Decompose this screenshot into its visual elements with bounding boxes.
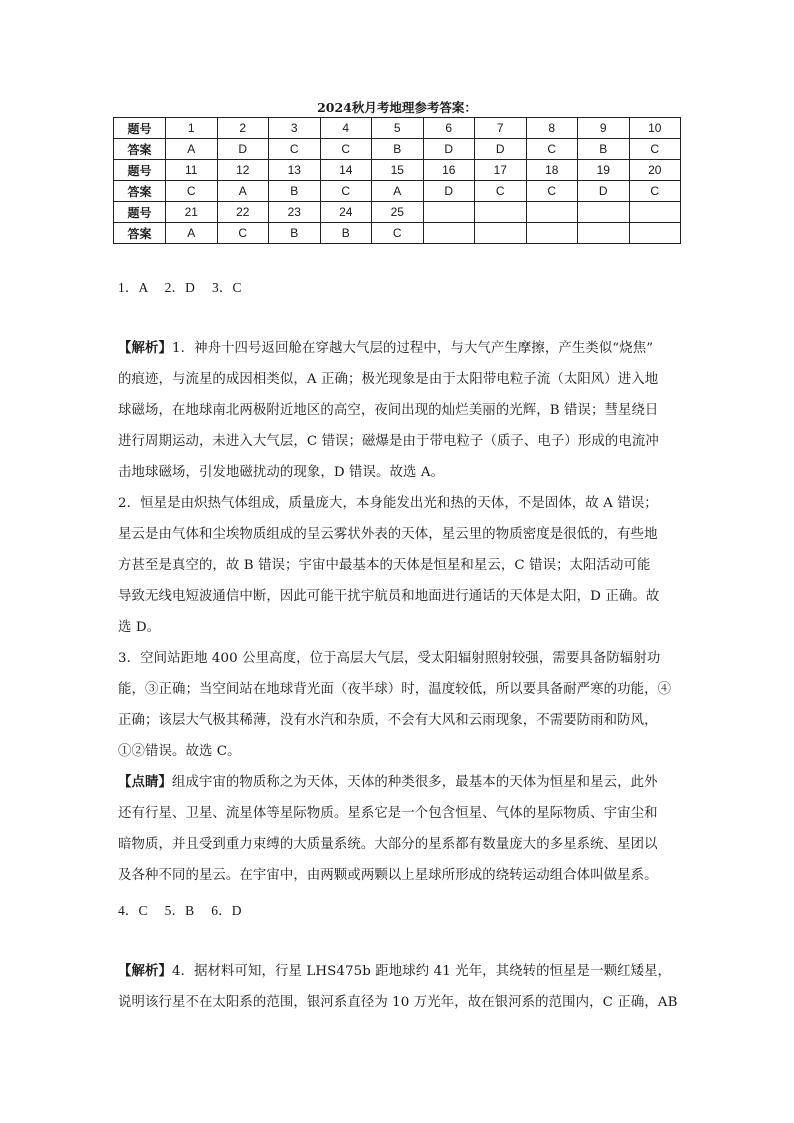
analysis-line-5: 击地球磁场，引发地磁扰动的现象，D 错误。故选 A。 xyxy=(118,465,445,480)
table-row xyxy=(114,139,681,160)
table-cell xyxy=(423,223,475,244)
table-row xyxy=(114,118,681,139)
analysis-line-2: 的痕迹，与流星的成因相类似，A 正确；极光现象是由于太阳带电粒子流（太阳风）进入地 xyxy=(118,372,659,387)
analysis-line-11: 3．空间站距地 400 公里高度，位于高层大气层，受太阳辐射照射较强，需要具备防辐射功 xyxy=(118,651,661,666)
table-cell: 18 xyxy=(526,160,578,181)
analysis-line-4: 进行周期运动，未进入大气层，C 错误；磁爆是由于带电粒子（质子、电子）形成的电流冲 xyxy=(118,434,659,449)
table-cell: B xyxy=(578,139,630,160)
analysis-line-10: 选 D。 xyxy=(118,620,161,635)
table-cell: D xyxy=(423,181,475,202)
row-label: 答案 xyxy=(114,223,166,244)
analysis-line-3: 球磁场，在地球南北两极附近地区的高空，夜间出现的灿烂美丽的光辉，B 错误；彗星绕日 xyxy=(118,403,659,418)
table-cell: 7 xyxy=(475,118,527,139)
dianjing-text: 组成宇宙的物质称之为天体，天体的种类很多，最基本的天体为恒星和星云，此外 xyxy=(171,775,658,790)
table-cell: C xyxy=(372,223,424,244)
table-cell: D xyxy=(578,181,630,202)
dianjing-tag: 【点睛】 xyxy=(118,774,172,790)
analysis-tag: 【解析】 xyxy=(118,340,172,356)
table-cell: A xyxy=(166,139,218,160)
table-cell: 1 xyxy=(166,118,218,139)
analysis-line-7: 星云是由气体和尘埃物质组成的呈云雾状外表的天体，星云里的物质密度是很低的，有些地 xyxy=(118,527,658,542)
table-cell: B xyxy=(320,223,372,244)
table-cell: C xyxy=(320,181,372,202)
table-cell: 23 xyxy=(269,202,321,223)
table-cell: C xyxy=(320,139,372,160)
table-cell: 25 xyxy=(372,202,424,223)
answer-table xyxy=(113,117,681,244)
table-cell: 21 xyxy=(166,202,218,223)
table-cell: D xyxy=(423,139,475,160)
row-label: 题号 xyxy=(114,160,166,181)
dianjing-line-1 xyxy=(118,771,658,790)
dianjing-line-2: 还有行星、卫星、流星体等星际物质。星系它是一个包含恒星、气体的星际物质、宇宙尘和 xyxy=(118,806,658,821)
table-cell: 17 xyxy=(475,160,527,181)
table-row xyxy=(114,223,681,244)
table-cell: 19 xyxy=(578,160,630,181)
table-cell: C xyxy=(526,181,578,202)
row-label: 答案 xyxy=(114,181,166,202)
table-cell: 10 xyxy=(629,118,681,139)
table-cell xyxy=(526,202,578,223)
table-cell xyxy=(423,202,475,223)
table-cell: 6 xyxy=(423,118,475,139)
analysis2-line-2: 说明该行星不在太阳系的范围，银河系直径为 10 万光年，故在银河系的范围内，C 正确，AB xyxy=(118,995,678,1010)
table-cell: B xyxy=(269,223,321,244)
analysis-line-12: 能，③正确；当空间站在地球背光面（夜半球）时，温度较低，所以要具备耐严寒的功能，④ xyxy=(118,682,672,697)
answers-4-6: 4．C 5．B 6．D xyxy=(118,903,242,918)
analysis2-line-1 xyxy=(118,960,671,979)
table-cell: C xyxy=(629,181,681,202)
table-cell: C xyxy=(629,139,681,160)
table-cell: B xyxy=(269,181,321,202)
analysis-text: 1．神舟十四号返回舱在穿越大气层的过程中，与大气产生摩擦，产生类似“烧焦” xyxy=(171,341,654,356)
table-cell xyxy=(578,202,630,223)
table-cell: D xyxy=(475,139,527,160)
table-cell: 16 xyxy=(423,160,475,181)
table-cell: 11 xyxy=(166,160,218,181)
table-cell: 9 xyxy=(578,118,630,139)
table-cell: C xyxy=(217,223,269,244)
analysis2-tag: 【解析】 xyxy=(118,963,172,979)
table-cell xyxy=(475,202,527,223)
table-cell xyxy=(629,202,681,223)
table-cell: 12 xyxy=(217,160,269,181)
row-label: 答案 xyxy=(114,139,166,160)
table-cell: D xyxy=(217,139,269,160)
analysis-line-1 xyxy=(118,337,653,356)
row-label: 题号 xyxy=(114,118,166,139)
table-row xyxy=(114,181,681,202)
dianjing-line-4: 及各种不同的星云。在宇宙中，由两颗或两颗以上星球所形成的绕转运动组合体叫做星系。 xyxy=(118,868,658,883)
table-cell: A xyxy=(166,223,218,244)
table-cell: 8 xyxy=(526,118,578,139)
table-cell: 3 xyxy=(269,118,321,139)
analysis-line-6: 2．恒星是由炽热气体组成，质量庞大，本身能发出光和热的天体，不是固体，故 A 错误； xyxy=(118,496,658,511)
doc-title: 2024秋月考地理参考答案： xyxy=(317,100,477,115)
table-cell: 2 xyxy=(217,118,269,139)
table-cell xyxy=(475,223,527,244)
table-cell: 13 xyxy=(269,160,321,181)
table-cell: 4 xyxy=(320,118,372,139)
table-cell: 24 xyxy=(320,202,372,223)
analysis-line-9: 导致无线电短波通信中断，因此可能干扰宇航员和地面进行通话的天体是太阳，D 正确。故 xyxy=(118,589,660,604)
table-cell: 5 xyxy=(372,118,424,139)
analysis2-text: 4．据材料可知，行星 LHS475b 距地球约 41 光年，其绕转的恒星是一颗红矮星， xyxy=(171,964,672,979)
table-cell: 20 xyxy=(629,160,681,181)
table-cell xyxy=(578,223,630,244)
table-cell: C xyxy=(166,181,218,202)
table-cell: A xyxy=(217,181,269,202)
table-cell: A xyxy=(372,181,424,202)
table-cell: 15 xyxy=(372,160,424,181)
table-cell: C xyxy=(526,139,578,160)
table-cell: C xyxy=(475,181,527,202)
table-cell xyxy=(629,223,681,244)
dianjing-line-3: 暗物质，并且受到重力束缚的大质量系统。大部分的星系都有数量庞大的多星系统、星团以 xyxy=(118,837,658,852)
table-cell xyxy=(526,223,578,244)
table-cell: 22 xyxy=(217,202,269,223)
table-cell: 14 xyxy=(320,160,372,181)
analysis-line-13: 正确；该层大气极其稀薄，没有水汽和杂质，不会有大风和云雨现象，不需要防雨和防风， xyxy=(118,713,658,728)
table-row xyxy=(114,160,681,181)
table-cell: B xyxy=(372,139,424,160)
answers-1-3: 1．A 2．D 3．C xyxy=(118,280,242,295)
table-row xyxy=(114,202,681,223)
table-cell: C xyxy=(269,139,321,160)
row-label: 题号 xyxy=(114,202,166,223)
analysis-line-8: 方甚至是真空的，故 B 错误；宇宙中最基本的天体是恒星和星云，C 错误；太阳活动可能 xyxy=(118,558,651,573)
analysis-line-14: ①②错误。故选 C。 xyxy=(118,744,241,759)
